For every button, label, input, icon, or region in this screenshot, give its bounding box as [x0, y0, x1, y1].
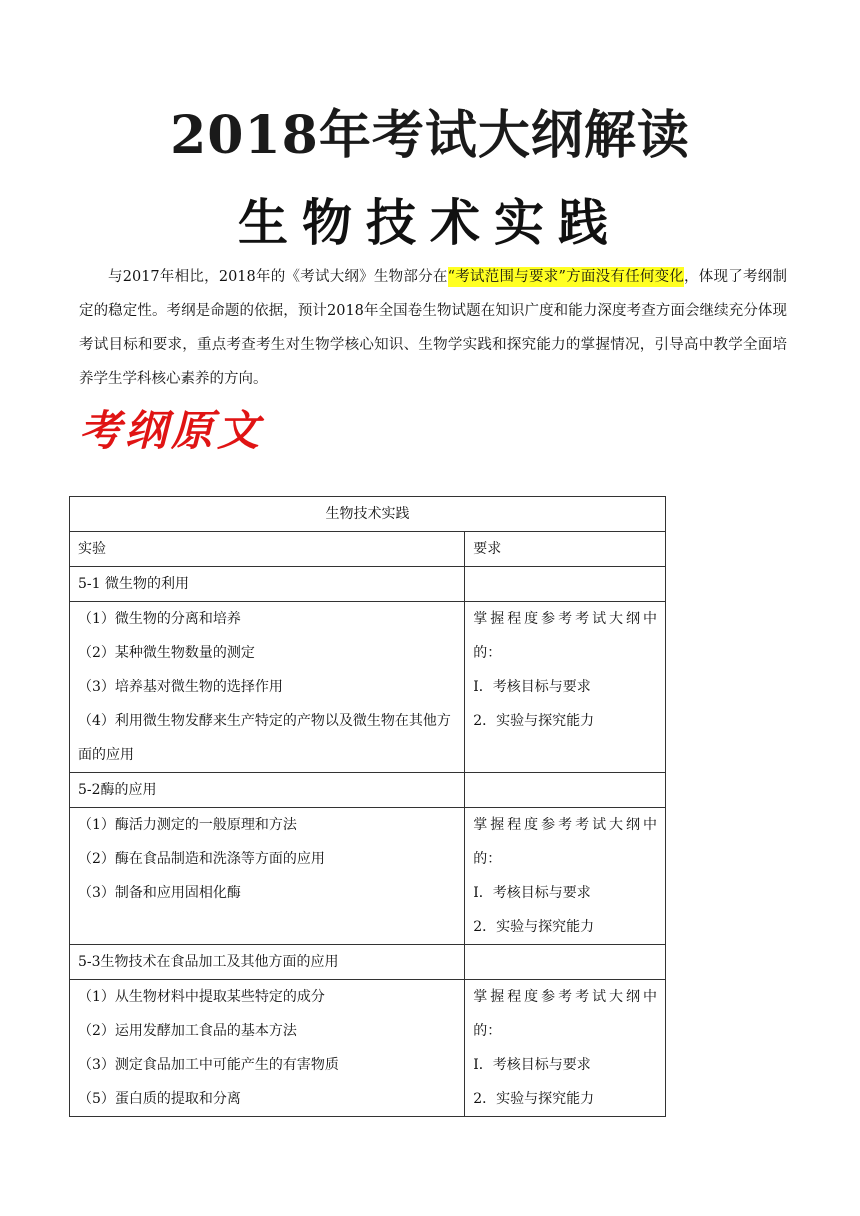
requirement-line: 掌握程度参考考试大纲中	[473, 817, 657, 833]
requirement-line: 掌握程度参考考试大纲中	[473, 989, 657, 1005]
section-heading: 考纲原文	[79, 406, 264, 455]
requirement-line: 2．实验与探究能力	[473, 919, 595, 935]
table-header-row	[70, 532, 666, 567]
table-row	[70, 980, 666, 1117]
list-item: （4）利用微生物发酵来生产特定的产物以及微生物在其他方面的应用	[78, 713, 451, 763]
intro-text-after: ，体现了考纲制定的稳定性。考纲是命题的依据，预计2018年全国卷生物试题在知识广度和能力深度考查方面会继续充分体现考试目标和要求，重点考查考生对生物学核心知识、生物学实践和探究能力的掌握情况，引导高中教学全面培养学生学科核心素养的方向。	[79, 269, 787, 387]
requirement-line: 的：	[473, 645, 502, 661]
requirement-line: 的：	[473, 1023, 502, 1039]
requirement-line: 2．实验与探究能力	[473, 713, 595, 729]
list-item: （1）从生物材料中提取某些特定的成分	[78, 989, 325, 1005]
list-item: （2）某种微生物数量的测定	[78, 645, 255, 661]
empty-cell	[465, 945, 666, 980]
empty-cell	[465, 773, 666, 808]
section-items	[70, 980, 465, 1117]
syllabus-table	[69, 496, 666, 1117]
section-requirements	[465, 980, 666, 1117]
section-requirements	[465, 808, 666, 945]
requirement-line: Ⅰ．考核目标与要求	[473, 1057, 591, 1073]
header-requirement: 要求	[465, 532, 666, 567]
page-title: 2018年考试大纲解读	[170, 105, 690, 166]
list-item: （1）酶活力测定的一般原理和方法	[78, 817, 297, 833]
requirement-line: 的：	[473, 851, 502, 867]
list-item: （3）培养基对微生物的选择作用	[78, 679, 283, 695]
page-subtitle: 生物技术实践	[238, 194, 622, 252]
list-item: （3）制备和应用固相化酶	[78, 885, 241, 901]
section-items	[70, 808, 465, 945]
section-title: 5-3生物技术在食品加工及其他方面的应用	[70, 945, 465, 980]
table-row	[70, 602, 666, 773]
empty-cell	[465, 567, 666, 602]
intro-highlight: “考试范围与要求”方面没有任何变化	[447, 269, 685, 285]
intro-text-before: 与2017年相比，2018年的《考试大纲》生物部分在	[108, 269, 448, 285]
requirement-line: Ⅰ．考核目标与要求	[473, 679, 591, 695]
section-items	[70, 602, 465, 773]
table-row	[70, 945, 666, 980]
list-item: （5）蛋白质的提取和分离	[78, 1091, 241, 1107]
table-caption-row	[70, 497, 666, 532]
table-row	[70, 567, 666, 602]
intro-paragraph	[79, 260, 787, 396]
table-row	[70, 773, 666, 808]
requirement-line: Ⅰ．考核目标与要求	[473, 885, 591, 901]
header-experiment: 实验	[70, 532, 465, 567]
list-item: （1）微生物的分离和培养	[78, 611, 241, 627]
list-item: （3）测定食品加工中可能产生的有害物质	[78, 1057, 339, 1073]
section-title: 5-2酶的应用	[70, 773, 465, 808]
table-row	[70, 808, 666, 945]
list-item: （2）运用发酵加工食品的基本方法	[78, 1023, 297, 1039]
table-caption: 生物技术实践	[70, 497, 666, 532]
requirement-line: 2．实验与探究能力	[473, 1091, 595, 1107]
section-requirements	[465, 602, 666, 773]
list-item: （2）酶在食品制造和洗涤等方面的应用	[78, 851, 325, 867]
requirement-line: 掌握程度参考考试大纲中	[473, 611, 657, 627]
section-title: 5-1 微生物的利用	[70, 567, 465, 602]
